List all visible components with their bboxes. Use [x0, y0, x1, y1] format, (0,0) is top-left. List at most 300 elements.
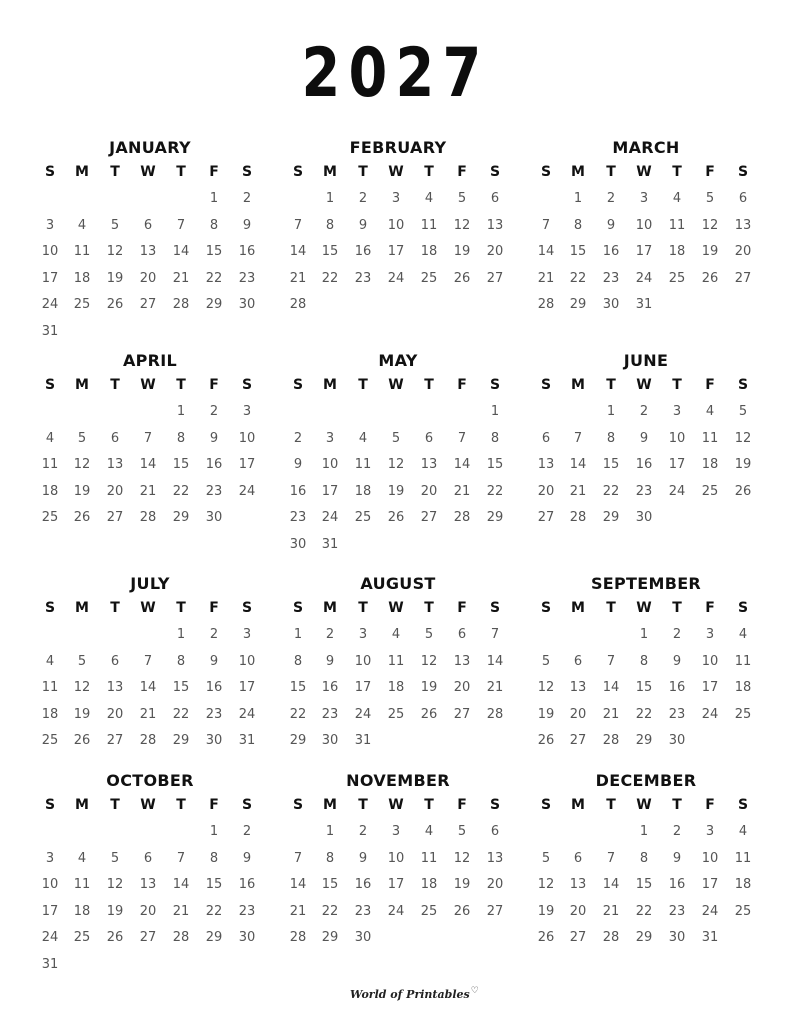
weekday-header: S — [292, 600, 304, 616]
day-cell: 21 — [139, 483, 157, 499]
day-cell: 19 — [453, 877, 471, 892]
day-cell: 14 — [602, 680, 620, 695]
day-cell: 28 — [602, 930, 620, 945]
day-cell: 3 — [242, 404, 252, 419]
day-cell: 20 — [420, 483, 438, 499]
day-cell: 11 — [734, 850, 752, 866]
day-cell: 7 — [541, 217, 551, 233]
day-cell: 1 — [325, 191, 335, 206]
day-cell: 5 — [77, 430, 87, 446]
weekday-header: T — [176, 600, 186, 616]
day-cell: 14 — [289, 244, 307, 259]
day-cell: 6 — [490, 824, 500, 839]
day-cell: 28 — [537, 297, 555, 312]
month-title: JUNE — [623, 351, 669, 370]
day-cell: 2 — [293, 430, 303, 446]
day-cell: 30 — [205, 733, 223, 748]
day-cell: 26 — [453, 270, 471, 286]
weekday-header: F — [705, 164, 715, 180]
day-cell: 8 — [209, 217, 219, 233]
day-cell: 5 — [77, 653, 87, 669]
day-cell: 16 — [289, 483, 307, 499]
day-cell: 13 — [569, 877, 587, 892]
day-cell: 4 — [358, 430, 368, 446]
day-cell: 23 — [668, 706, 686, 722]
day-cell: 7 — [457, 430, 467, 446]
day-cell: 22 — [321, 270, 339, 286]
day-cell: 23 — [205, 483, 223, 499]
weekday-header: T — [358, 377, 368, 393]
day-cell: 5 — [110, 850, 120, 866]
day-cell: 19 — [701, 244, 719, 259]
day-cell: 30 — [321, 733, 339, 748]
day-cell: 3 — [672, 404, 682, 419]
day-cell: 3 — [639, 191, 649, 206]
day-cell: 13 — [139, 877, 157, 892]
day-cell: 18 — [420, 877, 438, 892]
weekday-header: T — [424, 377, 434, 393]
day-cell: 30 — [289, 536, 307, 552]
weekday-header: W — [636, 600, 652, 616]
day-cell: 9 — [358, 217, 368, 233]
weekday-header: F — [209, 600, 219, 616]
weekday-header: S — [292, 164, 304, 180]
weekday-header: M — [323, 797, 337, 813]
day-cell: 17 — [387, 244, 405, 259]
day-cell: 13 — [486, 217, 504, 233]
day-cell: 12 — [73, 680, 91, 695]
day-cell: 4 — [738, 824, 748, 839]
day-cell: 6 — [541, 430, 551, 446]
day-cell: 21 — [172, 903, 190, 919]
day-cell: 13 — [106, 457, 124, 472]
day-cell: 15 — [635, 877, 653, 892]
day-cell: 5 — [457, 824, 467, 839]
day-cell: 25 — [668, 270, 686, 286]
day-cell: 27 — [486, 903, 504, 919]
day-cell: 12 — [734, 430, 752, 446]
day-cell: 12 — [453, 217, 471, 233]
day-cell: 4 — [424, 191, 434, 206]
day-cell: 8 — [606, 430, 616, 446]
day-cell: 21 — [602, 903, 620, 919]
day-cell: 8 — [209, 850, 219, 866]
weekday-header: S — [292, 377, 304, 393]
day-cell: 20 — [537, 483, 555, 499]
weekday-header: S — [737, 164, 749, 180]
weekday-header: S — [489, 600, 501, 616]
day-cell: 9 — [606, 217, 616, 233]
day-cell: 13 — [486, 850, 504, 866]
day-cell: 13 — [453, 653, 471, 669]
day-cell: 24 — [701, 706, 719, 722]
day-cell: 24 — [41, 930, 59, 945]
day-cell: 10 — [387, 850, 405, 866]
day-cell: 14 — [537, 244, 555, 259]
day-cell: 3 — [705, 824, 715, 839]
weekday-header: W — [140, 600, 156, 616]
day-cell: 10 — [41, 877, 59, 892]
day-cell: 1 — [325, 824, 335, 839]
day-cell: 17 — [701, 877, 719, 892]
day-cell: 15 — [569, 244, 587, 259]
month-title: NOVEMBER — [346, 771, 450, 790]
day-cell: 9 — [672, 850, 682, 866]
day-cell: 13 — [106, 680, 124, 695]
day-cell: 23 — [289, 510, 307, 525]
day-cell: 7 — [176, 850, 186, 866]
day-cell: 3 — [705, 627, 715, 642]
day-cell: 16 — [238, 244, 256, 259]
day-cell: 15 — [486, 457, 504, 472]
day-cell: 28 — [139, 733, 157, 748]
month-title: FEBRUARY — [349, 138, 447, 157]
day-cell: 27 — [569, 733, 587, 748]
day-cell: 15 — [205, 877, 223, 892]
day-cell: 25 — [354, 510, 372, 525]
weekday-header: F — [457, 377, 467, 393]
weekday-header: F — [457, 164, 467, 180]
day-cell: 1 — [176, 627, 186, 642]
day-cell: 18 — [734, 680, 752, 695]
day-cell: 17 — [701, 680, 719, 695]
day-cell: 23 — [205, 706, 223, 722]
weekday-header: S — [241, 164, 253, 180]
day-cell: 29 — [602, 510, 620, 525]
weekday-header: T — [110, 797, 120, 813]
day-cell: 1 — [209, 191, 219, 206]
day-cell: 27 — [734, 270, 752, 286]
day-cell: 28 — [602, 733, 620, 748]
day-cell: 31 — [701, 930, 719, 945]
day-cell: 16 — [354, 244, 372, 259]
day-cell: 16 — [205, 457, 223, 472]
weekday-header: F — [457, 797, 467, 813]
day-cell: 8 — [490, 430, 500, 446]
day-cell: 12 — [701, 217, 719, 233]
weekday-header: T — [424, 600, 434, 616]
day-cell: 18 — [354, 483, 372, 499]
day-cell: 16 — [668, 877, 686, 892]
day-cell: 2 — [639, 404, 649, 419]
day-cell: 17 — [635, 244, 653, 259]
day-cell: 15 — [321, 877, 339, 892]
day-cell: 17 — [238, 680, 256, 695]
day-cell: 30 — [668, 733, 686, 748]
day-cell: 19 — [73, 483, 91, 499]
day-cell: 10 — [701, 850, 719, 866]
day-cell: 13 — [420, 457, 438, 472]
day-cell: 15 — [172, 680, 190, 695]
day-cell: 25 — [420, 270, 438, 286]
day-cell: 6 — [490, 191, 500, 206]
day-cell: 8 — [639, 850, 649, 866]
day-cell: 28 — [289, 297, 307, 312]
day-cell: 27 — [106, 510, 124, 525]
day-cell: 26 — [106, 297, 124, 312]
day-cell: 27 — [106, 733, 124, 748]
day-cell: 21 — [289, 903, 307, 919]
day-cell: 28 — [453, 510, 471, 525]
weekday-header: S — [292, 797, 304, 813]
weekday-header: W — [140, 377, 156, 393]
day-cell: 24 — [701, 903, 719, 919]
weekday-header: S — [44, 600, 56, 616]
day-cell: 14 — [139, 457, 157, 472]
day-cell: 8 — [176, 430, 186, 446]
day-cell: 12 — [73, 457, 91, 472]
day-cell: 20 — [139, 270, 157, 286]
day-cell: 23 — [354, 270, 372, 286]
day-cell: 3 — [391, 191, 401, 206]
day-cell: 7 — [293, 850, 303, 866]
day-cell: 6 — [110, 653, 120, 669]
day-cell: 4 — [77, 217, 87, 233]
day-cell: 7 — [176, 217, 186, 233]
day-cell: 4 — [738, 627, 748, 642]
day-cell: 6 — [573, 653, 583, 669]
day-cell: 31 — [321, 536, 339, 552]
month-title: JANUARY — [109, 138, 191, 157]
weekday-header: W — [388, 600, 404, 616]
day-cell: 12 — [537, 680, 555, 695]
weekday-header: F — [705, 797, 715, 813]
weekday-header: M — [571, 797, 585, 813]
day-cell: 20 — [106, 483, 124, 499]
weekday-header: S — [540, 164, 552, 180]
day-cell: 16 — [602, 244, 620, 259]
month-title: MARCH — [612, 138, 680, 157]
day-cell: 20 — [453, 680, 471, 695]
day-cell: 4 — [45, 430, 55, 446]
heart-icon: ♡ — [470, 986, 479, 996]
day-cell: 9 — [209, 430, 219, 446]
day-cell: 9 — [325, 653, 335, 669]
day-cell: 11 — [41, 457, 59, 472]
day-cell: 1 — [176, 404, 186, 419]
day-cell: 1 — [606, 404, 616, 419]
weekday-header: W — [636, 164, 652, 180]
day-cell: 27 — [139, 297, 157, 312]
weekday-header: T — [358, 600, 368, 616]
day-cell: 3 — [45, 217, 55, 233]
day-cell: 10 — [701, 653, 719, 669]
day-cell: 1 — [293, 627, 303, 642]
day-cell: 7 — [490, 627, 500, 642]
day-cell: 2 — [606, 191, 616, 206]
day-cell: 18 — [734, 877, 752, 892]
day-cell: 11 — [73, 877, 91, 892]
day-cell: 23 — [321, 706, 339, 722]
day-cell: 20 — [734, 244, 752, 259]
day-cell: 2 — [242, 824, 252, 839]
day-cell: 8 — [293, 653, 303, 669]
day-cell: 29 — [486, 510, 504, 525]
day-cell: 6 — [424, 430, 434, 446]
day-cell: 30 — [205, 510, 223, 525]
day-cell: 7 — [573, 430, 583, 446]
day-cell: 10 — [238, 653, 256, 669]
weekday-header: T — [672, 600, 682, 616]
day-cell: 6 — [143, 850, 153, 866]
day-cell: 2 — [242, 191, 252, 206]
day-cell: 1 — [639, 824, 649, 839]
day-cell: 4 — [77, 850, 87, 866]
day-cell: 17 — [354, 680, 372, 695]
day-cell: 30 — [668, 930, 686, 945]
weekday-header: S — [489, 797, 501, 813]
day-cell: 15 — [635, 680, 653, 695]
day-cell: 23 — [635, 483, 653, 499]
weekday-header: T — [176, 377, 186, 393]
weekday-header: T — [424, 164, 434, 180]
day-cell: 23 — [354, 903, 372, 919]
day-cell: 9 — [242, 217, 252, 233]
day-cell: 18 — [387, 680, 405, 695]
day-cell: 13 — [569, 680, 587, 695]
day-cell: 5 — [110, 217, 120, 233]
day-cell: 7 — [606, 653, 616, 669]
day-cell: 29 — [321, 930, 339, 945]
weekday-header: M — [75, 164, 89, 180]
day-cell: 11 — [420, 217, 438, 233]
day-cell: 19 — [106, 270, 124, 286]
day-cell: 31 — [41, 323, 59, 339]
day-cell: 25 — [734, 706, 752, 722]
day-cell: 2 — [358, 824, 368, 839]
weekday-header: T — [358, 164, 368, 180]
day-cell: 7 — [606, 850, 616, 866]
day-cell: 22 — [635, 706, 653, 722]
month-title: MAY — [378, 351, 418, 370]
day-cell: 18 — [701, 457, 719, 472]
day-cell: 13 — [734, 217, 752, 233]
day-cell: 6 — [143, 217, 153, 233]
weekday-header: F — [209, 797, 219, 813]
day-cell: 23 — [602, 270, 620, 286]
day-cell: 12 — [106, 877, 124, 892]
weekday-header: S — [737, 797, 749, 813]
day-cell: 29 — [172, 510, 190, 525]
month-title: APRIL — [122, 351, 178, 370]
weekday-header: M — [323, 164, 337, 180]
day-cell: 2 — [209, 627, 219, 642]
weekday-header: T — [606, 377, 616, 393]
weekday-header: W — [388, 164, 404, 180]
day-cell: 21 — [569, 483, 587, 499]
day-cell: 1 — [573, 191, 583, 206]
weekday-header: S — [44, 377, 56, 393]
day-cell: 11 — [73, 244, 91, 259]
month-title: AUGUST — [360, 574, 436, 593]
day-cell: 9 — [672, 653, 682, 669]
day-cell: 21 — [139, 706, 157, 722]
day-cell: 26 — [73, 733, 91, 748]
day-cell: 18 — [73, 270, 91, 286]
weekday-header: S — [241, 797, 253, 813]
day-cell: 14 — [569, 457, 587, 472]
day-cell: 3 — [391, 824, 401, 839]
day-cell: 16 — [668, 680, 686, 695]
day-cell: 25 — [734, 903, 752, 919]
weekday-header: S — [737, 600, 749, 616]
day-cell: 4 — [424, 824, 434, 839]
weekday-header: T — [110, 377, 120, 393]
day-cell: 14 — [602, 877, 620, 892]
weekday-header: F — [209, 164, 219, 180]
day-cell: 25 — [41, 510, 59, 525]
day-cell: 15 — [172, 457, 190, 472]
weekday-header: W — [140, 164, 156, 180]
day-cell: 12 — [420, 653, 438, 669]
day-cell: 16 — [635, 457, 653, 472]
day-cell: 11 — [420, 850, 438, 866]
day-cell: 21 — [172, 270, 190, 286]
day-cell: 19 — [106, 903, 124, 919]
day-cell: 26 — [734, 483, 752, 499]
day-cell: 5 — [705, 191, 715, 206]
brand-text: World of Printables — [350, 988, 470, 1001]
day-cell: 2 — [325, 627, 335, 642]
day-cell: 21 — [453, 483, 471, 499]
day-cell: 18 — [41, 483, 59, 499]
day-cell: 8 — [573, 217, 583, 233]
day-cell: 25 — [701, 483, 719, 499]
day-cell: 4 — [705, 404, 715, 419]
weekday-header: T — [176, 797, 186, 813]
day-cell: 10 — [387, 217, 405, 233]
weekday-header: S — [44, 164, 56, 180]
weekday-header: M — [323, 600, 337, 616]
weekday-header: T — [110, 600, 120, 616]
day-cell: 7 — [143, 653, 153, 669]
day-cell: 22 — [205, 270, 223, 286]
weekday-header: M — [75, 797, 89, 813]
day-cell: 9 — [358, 850, 368, 866]
day-cell: 2 — [209, 404, 219, 419]
day-cell: 27 — [139, 930, 157, 945]
day-cell: 22 — [569, 270, 587, 286]
weekday-header: S — [241, 600, 253, 616]
day-cell: 14 — [139, 680, 157, 695]
day-cell: 25 — [73, 297, 91, 312]
day-cell: 15 — [289, 680, 307, 695]
month-title: JULY — [130, 574, 170, 593]
day-cell: 22 — [635, 903, 653, 919]
day-cell: 8 — [176, 653, 186, 669]
day-cell: 1 — [209, 824, 219, 839]
day-cell: 29 — [635, 733, 653, 748]
weekday-header: F — [457, 600, 467, 616]
day-cell: 28 — [289, 930, 307, 945]
weekday-header: S — [241, 377, 253, 393]
day-cell: 29 — [172, 733, 190, 748]
day-cell: 20 — [569, 706, 587, 722]
day-cell: 12 — [537, 877, 555, 892]
weekday-header: S — [540, 377, 552, 393]
day-cell: 21 — [486, 680, 504, 695]
day-cell: 9 — [639, 430, 649, 446]
day-cell: 29 — [289, 733, 307, 748]
month-title: OCTOBER — [106, 771, 194, 790]
day-cell: 19 — [537, 903, 555, 919]
day-cell: 22 — [289, 706, 307, 722]
day-cell: 17 — [41, 903, 59, 919]
weekday-header: W — [140, 797, 156, 813]
day-cell: 5 — [541, 653, 551, 669]
day-cell: 29 — [569, 297, 587, 312]
day-cell: 30 — [602, 297, 620, 312]
